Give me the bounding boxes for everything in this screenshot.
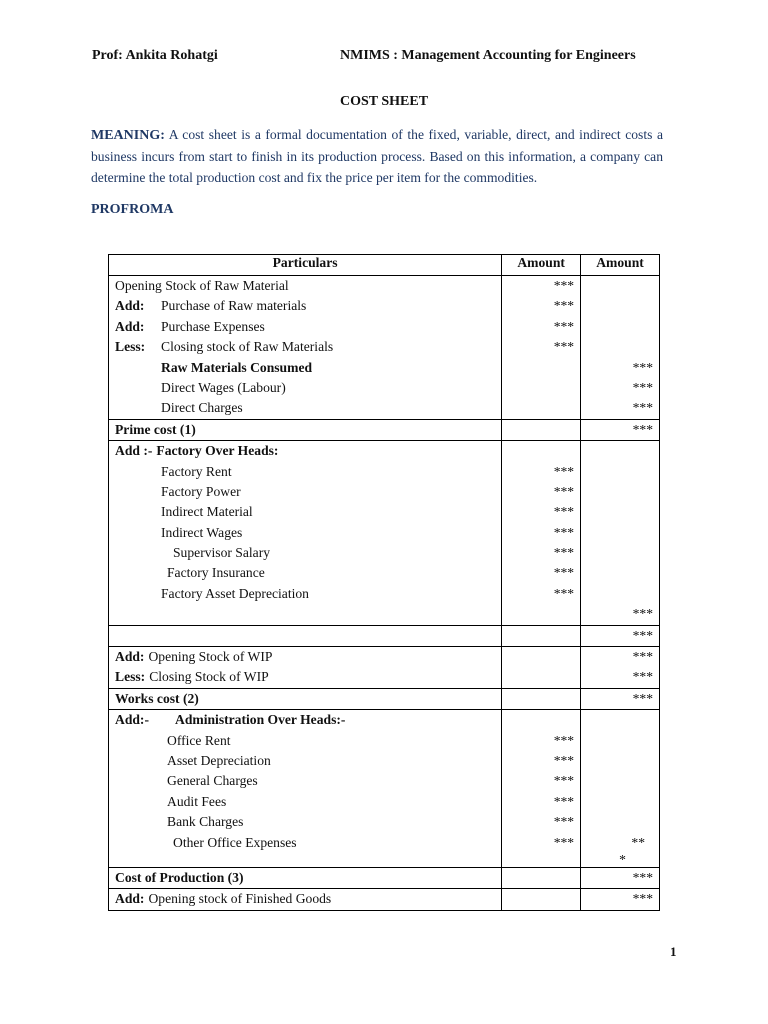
line-text: Asset Depreciation <box>167 752 271 768</box>
line-item <box>115 563 495 583</box>
line-prefix: Add: <box>115 298 145 314</box>
amount-1-value <box>508 868 574 888</box>
line-text: Office Rent <box>167 732 231 748</box>
header-author: Prof: Ankita Rohatgi <box>92 48 218 63</box>
line-text: Indirect Material <box>161 504 253 520</box>
amount-2-value: *** <box>632 359 653 375</box>
amount-2-value <box>587 584 653 604</box>
amount-1-value: *** <box>553 524 575 540</box>
line-item <box>115 771 495 791</box>
particulars-cell <box>109 688 502 709</box>
amount-1-value: *** <box>553 504 575 520</box>
amount-1-value <box>508 378 574 398</box>
amount-1-value <box>508 604 574 624</box>
amount-1-value <box>508 689 574 709</box>
amount-1-value: *** <box>553 585 575 601</box>
line-text: Opening Stock of Raw Material <box>115 278 289 293</box>
amount-2-cell <box>581 625 660 646</box>
line-text: Factory Asset Depreciation <box>161 585 309 601</box>
amount-2-value <box>587 710 653 730</box>
header-course: NMIMS : Management Accounting for Engineers <box>340 48 636 63</box>
line-item <box>115 543 495 563</box>
line-item <box>115 337 495 357</box>
amount-2-value <box>587 276 653 296</box>
line-text: Opening stock of Finished Goods <box>148 891 332 907</box>
line-text: Raw Materials Consumed <box>161 359 313 375</box>
amount-2-cell <box>581 276 660 420</box>
table-header-row <box>109 255 660 276</box>
line-prefix: Less: <box>115 339 146 355</box>
line-item <box>115 604 495 624</box>
line-item <box>115 868 495 888</box>
line-text: Factory Power <box>161 483 241 499</box>
amount-1-value <box>508 853 574 867</box>
table-row <box>109 441 660 626</box>
line-text: Factory Insurance <box>167 565 265 581</box>
amount-1-value: *** <box>553 463 575 479</box>
line-text: Audit Fees <box>167 793 227 809</box>
line-text: Indirect Wages <box>161 524 243 540</box>
particulars-cell <box>109 710 502 868</box>
line-text: Opening Stock of WIP <box>148 649 273 665</box>
amount-2-value: ** <box>631 834 645 850</box>
line-text: Purchase Expenses <box>161 318 265 334</box>
table-row <box>109 710 660 868</box>
amount-2-value <box>587 296 653 316</box>
amount-2-value <box>587 317 653 337</box>
amount-2-cell <box>581 419 660 440</box>
amount-1-value: *** <box>553 483 575 499</box>
amount-1-cell <box>502 889 581 910</box>
amount-2-value: *** <box>632 606 653 622</box>
particulars-cell <box>109 889 502 910</box>
particulars-cell <box>109 625 502 646</box>
line-text: Supervisor Salary <box>173 545 271 561</box>
line-text: Factory Over Heads: <box>156 443 279 459</box>
amount-2-value <box>587 751 653 771</box>
line-item <box>115 420 495 440</box>
line-text: Closing stock of Raw Materials <box>161 339 334 355</box>
amount-1-value <box>508 358 574 378</box>
table-row <box>109 889 660 910</box>
amount-1-value: *** <box>553 339 575 355</box>
amount-2-value <box>587 441 653 461</box>
table-row <box>109 625 660 646</box>
amount-2-value <box>587 482 653 502</box>
particulars-cell <box>109 867 502 888</box>
proforma-heading: PROFROMA <box>91 202 174 217</box>
amount-1-value <box>508 626 574 646</box>
amount-1-cell <box>502 867 581 888</box>
particulars-cell <box>109 647 502 689</box>
line-text: Works cost (2) <box>115 690 199 706</box>
table-row <box>109 867 660 888</box>
line-prefix: Add:- <box>115 712 149 728</box>
amount-1-cell <box>502 710 581 868</box>
amount-2-cell <box>581 867 660 888</box>
line-prefix: Less: <box>115 669 146 685</box>
amount-2-value <box>587 462 653 482</box>
cost-sheet-table <box>108 254 660 911</box>
amount-2-value <box>587 543 653 563</box>
amount-2-value <box>587 792 653 812</box>
line-prefix: Add: <box>115 891 145 907</box>
amount-2-value <box>587 502 653 522</box>
amount-2-value <box>587 523 653 543</box>
line-item <box>115 441 495 461</box>
line-item <box>115 317 495 337</box>
line-item <box>115 276 495 296</box>
amount-2-cell <box>581 688 660 709</box>
line-item <box>115 358 495 378</box>
amount-2-cell <box>581 710 660 868</box>
amount-1-value <box>508 710 574 730</box>
amount-1-value: *** <box>553 793 575 809</box>
line-item <box>115 647 495 667</box>
line-item <box>115 731 495 751</box>
amount-2-value: * <box>619 851 626 867</box>
amount-2-value <box>587 731 653 751</box>
amount-1-value: *** <box>553 278 575 293</box>
amount-1-value: *** <box>553 565 575 581</box>
amount-2-value: *** <box>632 869 653 885</box>
amount-1-value <box>508 441 574 461</box>
line-item <box>115 462 495 482</box>
amount-1-cell <box>502 419 581 440</box>
amount-1-value: *** <box>553 752 575 768</box>
line-text: Direct Wages (Labour) <box>161 379 286 395</box>
particulars-cell <box>109 441 502 626</box>
line-text: Direct Charges <box>161 400 243 416</box>
amount-1-cell <box>502 625 581 646</box>
amount-1-value <box>508 420 574 440</box>
line-item <box>115 689 495 709</box>
table-row <box>109 419 660 440</box>
line-item <box>115 378 495 398</box>
meaning-text: A cost sheet is a formal documentation of the fixed, variable, direct, and indirect costs a business incurs from start to finish in its production process. Based on this information, a company can determine the total production cost and fix the price per item for the commodities. <box>91 127 663 185</box>
amount-1-value: *** <box>553 834 575 850</box>
line-item <box>115 853 495 867</box>
header-amount-1: Amount <box>502 255 581 276</box>
line-prefix: Add: <box>115 318 145 334</box>
table-row <box>109 276 660 420</box>
amount-2-cell <box>581 647 660 689</box>
amount-1-value: *** <box>553 732 575 748</box>
amount-1-cell <box>502 688 581 709</box>
meaning-paragraph <box>91 124 663 188</box>
amount-1-cell <box>502 647 581 689</box>
particulars-cell <box>109 419 502 440</box>
amount-2-value <box>587 337 653 357</box>
amount-2-value: *** <box>632 379 653 395</box>
line-item <box>115 502 495 522</box>
amount-1-cell <box>502 276 581 420</box>
line-item <box>115 584 495 604</box>
line-prefix: Add :- <box>115 443 153 459</box>
amount-1-value <box>508 398 574 418</box>
amount-1-value: *** <box>553 814 575 830</box>
amount-1-value: *** <box>553 545 575 561</box>
line-item <box>115 523 495 543</box>
line-item <box>115 792 495 812</box>
amount-2-value <box>587 563 653 583</box>
line-item <box>115 812 495 832</box>
line-item <box>115 889 495 909</box>
amount-2-value: *** <box>632 891 653 907</box>
table-row <box>109 688 660 709</box>
line-text: Bank Charges <box>167 814 244 830</box>
header-particulars: Particulars <box>109 255 502 276</box>
amount-2-value: *** <box>632 690 653 706</box>
amount-2-value: *** <box>632 400 653 416</box>
line-item <box>115 710 495 730</box>
amount-1-value <box>508 889 574 909</box>
line-item <box>115 667 495 687</box>
line-item <box>115 398 495 418</box>
amount-2-value <box>587 771 653 791</box>
amount-1-value <box>508 667 574 687</box>
table-body <box>109 276 660 911</box>
page-title: COST SHEET <box>339 94 429 109</box>
amount-1-value: *** <box>553 298 575 314</box>
line-text: Other Office Expenses <box>173 834 297 850</box>
amount-2-cell <box>581 441 660 626</box>
line-text: Purchase of Raw materials <box>161 298 307 314</box>
line-text: Administration Over Heads:- <box>175 712 346 728</box>
line-item <box>115 626 495 646</box>
amount-2-value: *** <box>632 669 653 685</box>
line-item <box>115 482 495 502</box>
amount-1-value <box>508 647 574 667</box>
amount-1-value: *** <box>553 318 575 334</box>
line-text: Factory Rent <box>161 463 232 479</box>
line-prefix: Add: <box>115 649 145 665</box>
line-text: General Charges <box>167 773 258 789</box>
amount-2-value: *** <box>632 627 653 643</box>
page-number: 1 <box>670 944 677 959</box>
amount-2-value: *** <box>632 649 653 665</box>
line-text: Closing Stock of WIP <box>149 669 269 685</box>
header-amount-2: Amount <box>581 255 660 276</box>
amount-2-cell <box>581 889 660 910</box>
line-item <box>115 751 495 771</box>
line-item <box>115 296 495 316</box>
amount-2-value <box>587 812 653 832</box>
line-text: Cost of Production (3) <box>115 869 244 885</box>
amount-2-value: *** <box>632 421 653 437</box>
amount-1-cell <box>502 441 581 626</box>
particulars-cell <box>109 276 502 420</box>
line-text: Prime cost (1) <box>115 421 196 437</box>
line-item <box>115 833 495 853</box>
meaning-label: MEANING: <box>91 128 165 143</box>
table-row <box>109 647 660 689</box>
amount-1-value: *** <box>553 773 575 789</box>
